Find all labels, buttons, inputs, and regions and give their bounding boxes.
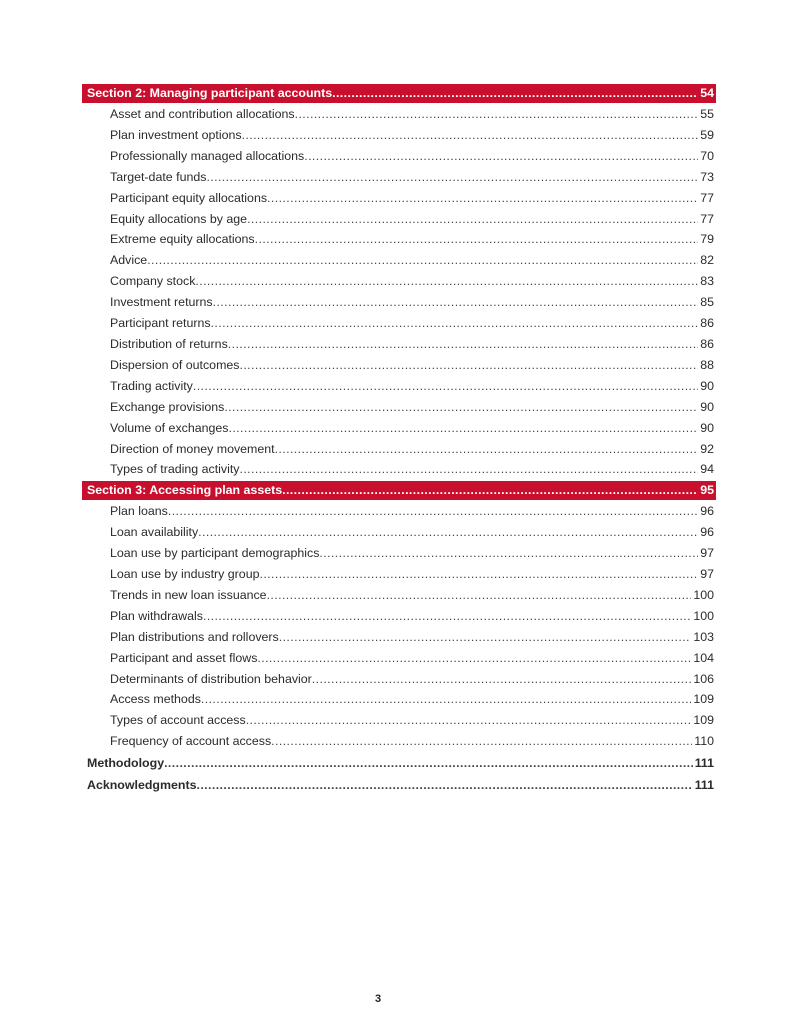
toc-page-number: 59 (700, 127, 714, 142)
dot-leader (224, 397, 698, 418)
toc-page-number: 96 (700, 525, 714, 540)
toc-entry-title: Investment returns (110, 295, 213, 310)
toc-entry-title: Loan availability (110, 525, 199, 540)
toc-entry-title: Target-date funds (110, 169, 207, 184)
toc-entry-title: Acknowledgments (87, 778, 197, 793)
dot-leader (203, 606, 691, 627)
dot-leader (255, 229, 699, 250)
toc-page-number: 90 (700, 378, 714, 393)
dot-leader (195, 271, 698, 292)
toc-entry-title: Company stock (110, 274, 196, 289)
toc-entry[interactable] (82, 271, 716, 292)
toc-page-number: 94 (700, 462, 714, 477)
toc-entry[interactable] (82, 648, 716, 669)
toc-page-number: 103 (693, 629, 714, 644)
toc-entry-title: Direction of money movement (110, 441, 275, 456)
toc-entry-title: Asset and contribution allocations (110, 107, 295, 121)
dot-leader (271, 731, 692, 752)
toc-entry-title: Determinants of distribution behavior (110, 671, 312, 686)
toc-entry-title: Volume of exchanges (110, 420, 229, 435)
dot-leader (206, 167, 698, 188)
toc-entry[interactable] (82, 250, 716, 271)
dot-leader (247, 209, 698, 230)
toc-page-number: 79 (700, 232, 714, 247)
toc-page-number: 109 (693, 713, 714, 728)
toc-page-number: 97 (700, 546, 714, 561)
toc-page-number: 111 (694, 778, 714, 793)
table-of-contents (82, 83, 716, 796)
toc-methodology[interactable] (82, 753, 716, 774)
dot-leader (304, 146, 698, 167)
dot-leader (267, 585, 692, 606)
toc-page-number: 86 (700, 316, 714, 331)
toc-entry-title: Participant and asset flows (110, 650, 258, 665)
dot-leader (211, 313, 699, 334)
toc-section-3[interactable] (82, 481, 716, 500)
toc-entry[interactable] (82, 501, 716, 522)
toc-entry-title: Loan use by participant demographics (110, 546, 320, 561)
toc-page-number: 88 (700, 357, 714, 372)
toc-entry[interactable] (82, 710, 716, 731)
dot-leader (239, 459, 698, 480)
dot-leader (164, 753, 693, 774)
toc-entry[interactable] (82, 188, 716, 209)
toc-page-number: 55 (700, 107, 714, 121)
toc-entry[interactable] (82, 459, 716, 480)
toc-entry-title: Plan distributions and rollovers (110, 629, 279, 644)
dot-leader (257, 648, 691, 669)
toc-entry[interactable] (82, 627, 716, 648)
toc-entry[interactable] (82, 606, 716, 627)
toc-entry-title: Trading activity (110, 378, 193, 393)
toc-entry[interactable] (82, 229, 716, 250)
dot-leader (213, 292, 699, 313)
dot-leader (201, 689, 691, 710)
toc-entry-title: Participant equity allocations (110, 190, 268, 205)
toc-page-number: 104 (693, 650, 714, 665)
toc-entry-title: Types of account access (110, 713, 246, 728)
dot-leader (259, 564, 698, 585)
dot-leader (193, 376, 698, 397)
dot-leader (228, 334, 698, 355)
toc-page-number: 109 (693, 692, 714, 707)
dot-leader (275, 439, 699, 460)
toc-entry[interactable] (82, 104, 716, 125)
toc-entry-title: Trends in new loan issuance (110, 587, 267, 602)
dot-leader (295, 104, 699, 125)
toc-page-number: 83 (700, 274, 714, 289)
toc-entry[interactable] (82, 585, 716, 606)
toc-entry-title: Plan withdrawals (110, 608, 203, 623)
dot-leader (239, 355, 698, 376)
dot-leader (312, 669, 692, 690)
toc-entry[interactable] (82, 334, 716, 355)
toc-entry[interactable] (82, 439, 716, 460)
toc-page-number: 100 (693, 587, 714, 602)
toc-entry[interactable] (82, 522, 716, 543)
toc-section-2[interactable] (82, 84, 716, 103)
toc-entry-title: Access methods (110, 692, 201, 707)
toc-entry-title: Methodology (87, 756, 165, 771)
dot-leader (319, 543, 698, 564)
toc-page-number: 77 (700, 211, 714, 226)
toc-entry-title: Participant returns (110, 316, 211, 331)
toc-entry-title: Frequency of account access (110, 734, 272, 749)
toc-page-number: 111 (694, 756, 714, 771)
toc-entry-title: Professionally managed allocations (110, 148, 305, 163)
toc-section-title: Section 3: Accessing plan assets (87, 483, 283, 498)
dot-leader (282, 481, 698, 500)
toc-entry-title: Loan use by industry group (110, 567, 260, 582)
toc-entry[interactable] (82, 125, 716, 146)
dot-leader (196, 775, 692, 796)
toc-entry[interactable] (82, 543, 716, 564)
dot-leader (279, 627, 692, 648)
toc-entry[interactable] (82, 669, 716, 690)
toc-entry[interactable] (82, 167, 716, 188)
dot-leader (228, 418, 698, 439)
toc-entry[interactable] (82, 313, 716, 334)
toc-entry[interactable] (82, 209, 716, 230)
dot-leader (168, 501, 698, 522)
toc-page-number: 70 (700, 148, 714, 163)
toc-entry[interactable] (82, 418, 716, 439)
toc-page-number: 100 (693, 608, 714, 623)
toc-entry[interactable] (82, 731, 716, 752)
toc-entry[interactable] (82, 376, 716, 397)
toc-page-number: 82 (700, 253, 714, 268)
page-number: 3 (374, 993, 382, 1005)
toc-page-number: 95 (700, 483, 714, 498)
toc-entry-title: Equity allocations by age (110, 211, 248, 226)
toc-page-number: 90 (700, 399, 714, 414)
toc-entry[interactable] (82, 397, 716, 418)
toc-page-number: 77 (700, 190, 714, 205)
toc-entry-title: Plan loans (110, 504, 168, 519)
toc-page-number: 92 (700, 441, 714, 456)
dot-leader (242, 125, 699, 146)
toc-entry-title: Plan investment options (110, 127, 242, 142)
toc-entry[interactable] (82, 292, 716, 313)
toc-page-number: 110 (694, 734, 714, 749)
toc-entry-title: Types of trading activity (110, 462, 240, 477)
toc-page-number: 73 (700, 169, 714, 184)
dot-leader (198, 522, 698, 543)
toc-entry-title: Extreme equity allocations (110, 232, 255, 247)
toc-entry[interactable] (82, 689, 716, 710)
dot-leader (267, 188, 698, 209)
toc-entry[interactable] (82, 146, 716, 167)
toc-entry[interactable] (82, 355, 716, 376)
toc-page-number: 96 (700, 504, 714, 519)
toc-entry-title: Distribution of returns (110, 336, 228, 351)
toc-entry-title: Exchange provisions (110, 399, 225, 414)
toc-entry[interactable] (82, 564, 716, 585)
toc-acknowledgments[interactable] (82, 775, 716, 796)
dot-leader (246, 710, 692, 731)
toc-page-number: 86 (700, 336, 714, 351)
toc-page-number: 90 (700, 420, 714, 435)
dot-leader (332, 84, 698, 103)
toc-entry-title: Advice (110, 253, 148, 268)
dot-leader (147, 250, 698, 271)
toc-page-number: 106 (693, 671, 714, 686)
toc-page-number: 54 (700, 86, 714, 100)
toc-entry-title: Dispersion of outcomes (110, 357, 240, 372)
toc-page-number: 97 (700, 567, 714, 582)
toc-section-title: Section 2: Managing participant accounts (87, 86, 333, 100)
toc-page-number: 85 (700, 295, 714, 310)
